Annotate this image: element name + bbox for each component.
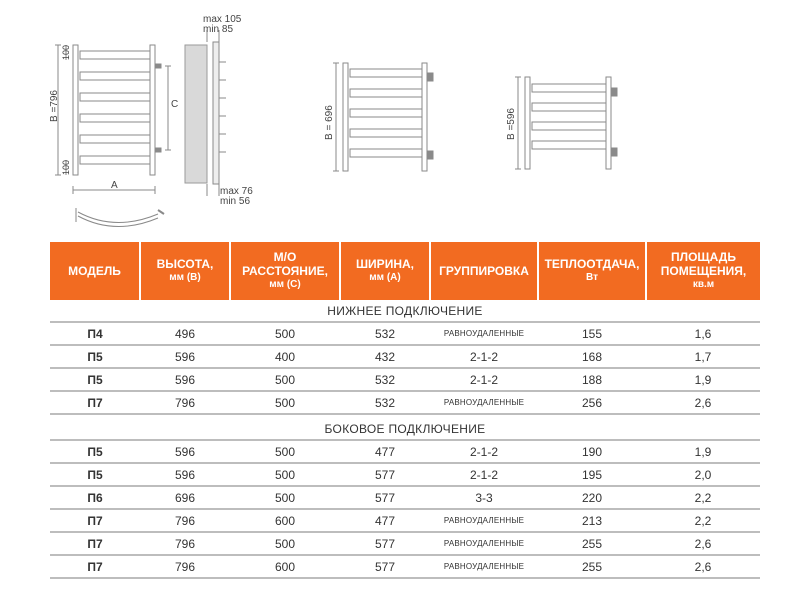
cell-width: 577	[340, 532, 430, 555]
front-view-796	[55, 45, 171, 227]
cell-model: П7	[50, 532, 140, 555]
cell-height: 496	[140, 322, 230, 345]
table-row	[50, 463, 760, 486]
technical-drawings	[0, 0, 800, 240]
side-min-bottom-label: min 56	[220, 196, 251, 207]
cell-grouping: 2-1-2	[430, 368, 538, 391]
cell-room-area: 1,7	[646, 345, 760, 368]
section-row	[50, 418, 760, 440]
cell-room-area: 2,6	[646, 391, 760, 414]
header-height: ВЫСОТА, мм (В)	[140, 242, 230, 300]
header-grouping: ГРУППИРОВКА	[430, 242, 538, 300]
cell-heat-output: 213	[538, 509, 646, 532]
side-max-bottom-label: max 76	[220, 186, 253, 197]
side-view	[185, 30, 226, 196]
cell-height: 596	[140, 463, 230, 486]
cell-model: П6	[50, 486, 140, 509]
table-row	[50, 532, 760, 555]
cell-width: 532	[340, 391, 430, 414]
cell-heat-output: 256	[538, 391, 646, 414]
cell-width: 577	[340, 463, 430, 486]
cell-heat-output: 195	[538, 463, 646, 486]
table-row	[50, 486, 760, 509]
cell-width: 577	[340, 486, 430, 509]
cell-room-area: 2,2	[646, 486, 760, 509]
cell-model: П5	[50, 440, 140, 463]
specs-table-wrapper	[50, 242, 760, 579]
cell-model: П5	[50, 463, 140, 486]
cell-height: 596	[140, 368, 230, 391]
dim-100-bottom-label: 100	[61, 159, 71, 175]
section-row	[50, 300, 760, 322]
cell-center-distance: 500	[230, 486, 340, 509]
drawings-svg	[0, 0, 800, 240]
dim-a-label: A	[111, 180, 118, 191]
cell-room-area: 2,2	[646, 509, 760, 532]
cell-center-distance: 600	[230, 555, 340, 578]
cell-height: 796	[140, 391, 230, 414]
table-row	[50, 368, 760, 391]
header-heat-output: ТЕПЛООТДАЧА, Вт	[538, 242, 646, 300]
cell-center-distance: 500	[230, 368, 340, 391]
cell-center-distance: 500	[230, 391, 340, 414]
cell-center-distance: 500	[230, 532, 340, 555]
cell-heat-output: 255	[538, 555, 646, 578]
table-row	[50, 509, 760, 532]
cell-room-area: 1,9	[646, 440, 760, 463]
cell-heat-output: 168	[538, 345, 646, 368]
cell-height: 796	[140, 509, 230, 532]
table-header	[50, 242, 760, 300]
cell-room-area: 2,6	[646, 555, 760, 578]
table-row	[50, 440, 760, 463]
header-room-area: ПЛОЩАДЬ ПОМЕЩЕНИЯ, кв.м	[646, 242, 760, 300]
cell-center-distance: 500	[230, 463, 340, 486]
table-body	[50, 300, 760, 578]
cell-model: П7	[50, 391, 140, 414]
dim-b-696-label: В = 696	[324, 105, 335, 140]
cell-model: П7	[50, 509, 140, 532]
cell-grouping: РАВНОУДАЛЕННЫЕ	[430, 391, 538, 414]
cell-grouping: РАВНОУДАЛЕННЫЕ	[430, 532, 538, 555]
side-min-top-label: min 85	[203, 24, 234, 35]
cell-height: 696	[140, 486, 230, 509]
cell-room-area: 2,0	[646, 463, 760, 486]
header-center-distance: М/О РАССТОЯНИЕ, мм (С)	[230, 242, 340, 300]
cell-model: П4	[50, 322, 140, 345]
dim-100-top-label: 100	[61, 44, 71, 60]
cell-room-area: 2,6	[646, 532, 760, 555]
specs-table	[50, 242, 760, 579]
cell-height: 796	[140, 532, 230, 555]
cell-heat-output: 190	[538, 440, 646, 463]
cell-height: 596	[140, 345, 230, 368]
cell-grouping: 2-1-2	[430, 440, 538, 463]
cell-heat-output: 220	[538, 486, 646, 509]
cell-width: 577	[340, 555, 430, 578]
section-title: НИЖНЕЕ ПОДКЛЮЧЕНИЕ	[50, 300, 760, 322]
cell-center-distance: 500	[230, 440, 340, 463]
cell-width: 477	[340, 509, 430, 532]
dim-b-796-label: В =796	[49, 90, 60, 122]
cell-grouping: 3-3	[430, 486, 538, 509]
header-model: МОДЕЛЬ	[50, 242, 140, 300]
side-max-top-label: max 105	[203, 14, 242, 25]
table-row	[50, 345, 760, 368]
cell-heat-output: 188	[538, 368, 646, 391]
front-view-596	[515, 77, 617, 169]
cell-grouping: 2-1-2	[430, 463, 538, 486]
cell-room-area: 1,6	[646, 322, 760, 345]
cell-width: 432	[340, 345, 430, 368]
cell-width: 477	[340, 440, 430, 463]
front-view-696	[333, 63, 433, 171]
section-title: БОКОВОЕ ПОДКЛЮЧЕНИЕ	[50, 418, 760, 440]
cell-model: П7	[50, 555, 140, 578]
cell-heat-output: 255	[538, 532, 646, 555]
cell-grouping: РАВНОУДАЛЕННЫЕ	[430, 322, 538, 345]
cell-width: 532	[340, 368, 430, 391]
cell-room-area: 1,9	[646, 368, 760, 391]
cell-center-distance: 500	[230, 322, 340, 345]
cell-model: П5	[50, 345, 140, 368]
cell-grouping: РАВНОУДАЛЕННЫЕ	[430, 509, 538, 532]
dim-b-596-label: В =596	[506, 108, 517, 140]
table-row	[50, 322, 760, 345]
cell-model: П5	[50, 368, 140, 391]
cell-grouping: 2-1-2	[430, 345, 538, 368]
table-row	[50, 391, 760, 414]
dim-c-label: C	[171, 99, 179, 110]
cell-height: 596	[140, 440, 230, 463]
header-width: ШИРИНА, мм (А)	[340, 242, 430, 300]
cell-grouping: РАВНОУДАЛЕННЫЕ	[430, 555, 538, 578]
cell-height: 796	[140, 555, 230, 578]
table-row	[50, 555, 760, 578]
cell-heat-output: 155	[538, 322, 646, 345]
cell-width: 532	[340, 322, 430, 345]
cell-center-distance: 600	[230, 509, 340, 532]
cell-center-distance: 400	[230, 345, 340, 368]
